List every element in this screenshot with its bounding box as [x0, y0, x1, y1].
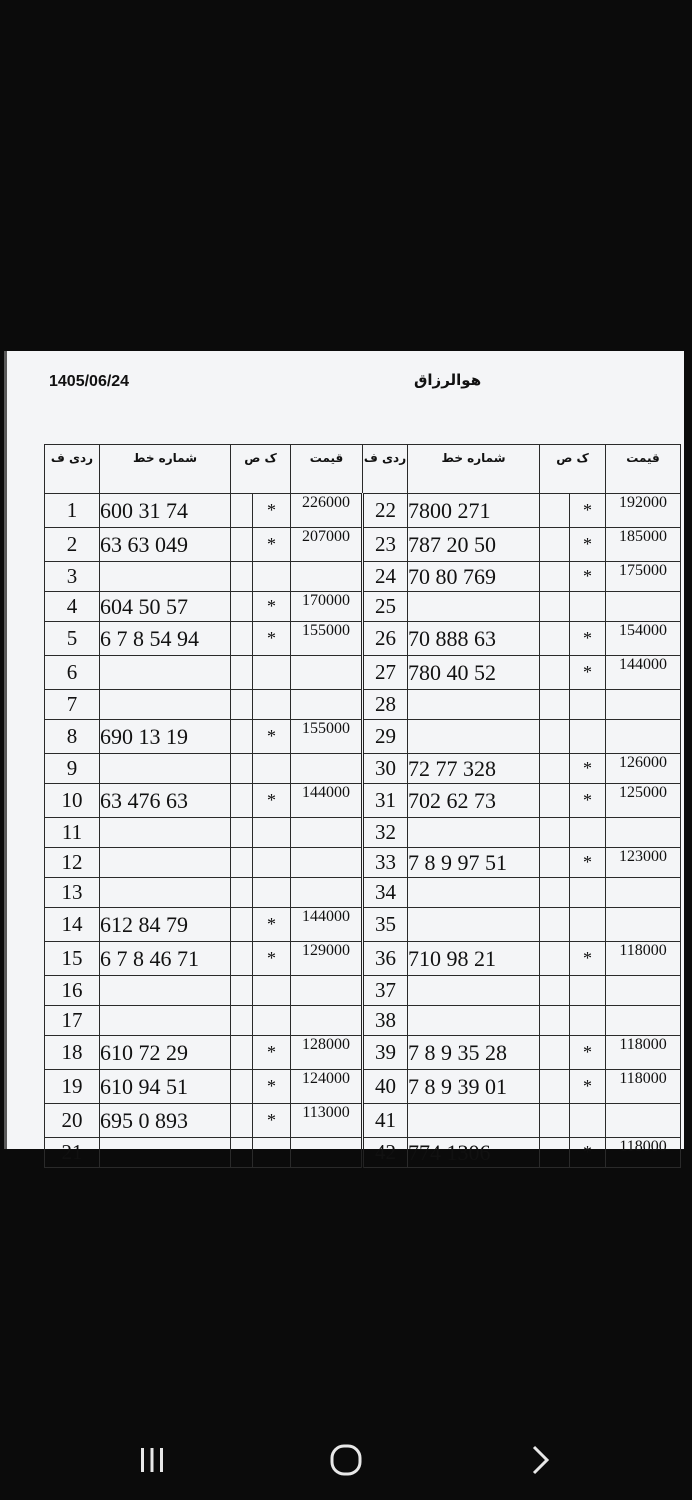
check-cell	[231, 784, 253, 818]
mark-cell: *	[253, 622, 291, 656]
line-number: 780 40 52	[408, 656, 540, 690]
price-cell: 226000	[291, 494, 363, 528]
check-cell	[540, 528, 570, 562]
row-number: 6	[45, 656, 100, 690]
price-cell	[606, 720, 681, 754]
mark-cell	[253, 1006, 291, 1036]
price-cell	[606, 1006, 681, 1036]
price-cell: 126000	[606, 754, 681, 784]
check-cell	[540, 908, 570, 942]
line-number: 787 20 50	[408, 528, 540, 562]
row-number: 26	[363, 622, 408, 656]
line-number	[100, 1006, 231, 1036]
price-cell: 154000	[606, 622, 681, 656]
price-cell: 118000	[606, 1036, 681, 1070]
line-number	[408, 878, 540, 908]
table-row	[45, 592, 681, 622]
line-number	[408, 976, 540, 1006]
row-number: 8	[45, 720, 100, 754]
line-number	[100, 656, 231, 690]
row-number: 29	[363, 720, 408, 754]
price-cell	[291, 818, 363, 848]
check-cell	[231, 622, 253, 656]
price-cell: 144000	[606, 656, 681, 690]
row-number: 23	[363, 528, 408, 562]
table-row	[45, 528, 681, 562]
line-number: 7 8 9 35 28	[408, 1036, 540, 1070]
line-number	[100, 1138, 231, 1168]
table-row	[45, 878, 681, 908]
mark-cell: *	[570, 562, 606, 592]
price-cell: 144000	[291, 784, 363, 818]
check-cell	[540, 848, 570, 878]
mark-cell: *	[253, 528, 291, 562]
line-number: 610 94 51	[100, 1070, 231, 1104]
check-cell	[540, 1006, 570, 1036]
mark-cell	[253, 976, 291, 1006]
price-cell: 175000	[606, 562, 681, 592]
row-number: 25	[363, 592, 408, 622]
price-cell	[291, 690, 363, 720]
price-cell: 128000	[291, 1036, 363, 1070]
mark-cell	[570, 1006, 606, 1036]
mark-cell	[570, 690, 606, 720]
mark-cell	[253, 1138, 291, 1168]
check-cell	[540, 592, 570, 622]
price-cell	[606, 1104, 681, 1138]
row-number: 30	[363, 754, 408, 784]
row-number: 33	[363, 848, 408, 878]
line-number	[100, 754, 231, 784]
table-row	[45, 720, 681, 754]
check-cell	[540, 1138, 570, 1168]
row-number: 24	[363, 562, 408, 592]
line-number	[408, 908, 540, 942]
line-number	[100, 848, 231, 878]
row-number: 34	[363, 878, 408, 908]
mark-cell	[570, 908, 606, 942]
mark-cell: *	[570, 1036, 606, 1070]
line-number: 774 1306	[408, 1138, 540, 1168]
mark-cell	[253, 562, 291, 592]
line-number	[100, 818, 231, 848]
price-cell: 124000	[291, 1070, 363, 1104]
table-row	[45, 690, 681, 720]
table-header-row	[45, 445, 681, 494]
line-number: 612 84 79	[100, 908, 231, 942]
price-cell: 155000	[291, 720, 363, 754]
price-cell: 113000	[291, 1104, 363, 1138]
mark-cell	[570, 878, 606, 908]
line-number: 610 72 29	[100, 1036, 231, 1070]
check-cell	[540, 878, 570, 908]
recents-icon[interactable]	[122, 1438, 182, 1482]
line-number: 7800 271	[408, 494, 540, 528]
price-cell: 129000	[291, 942, 363, 976]
row-number: 35	[363, 908, 408, 942]
check-cell	[540, 656, 570, 690]
check-cell	[540, 818, 570, 848]
check-cell	[231, 1138, 253, 1168]
header-ks: ک ص	[540, 445, 606, 494]
line-number: 702 62 73	[408, 784, 540, 818]
mark-cell	[253, 878, 291, 908]
document-edge	[4, 351, 7, 1149]
mark-cell	[253, 656, 291, 690]
mark-cell	[570, 976, 606, 1006]
price-cell	[606, 878, 681, 908]
check-cell	[540, 784, 570, 818]
check-cell	[540, 1070, 570, 1104]
check-cell	[540, 754, 570, 784]
mark-cell: *	[253, 784, 291, 818]
price-cell: 118000	[606, 1070, 681, 1104]
mark-cell: *	[570, 1138, 606, 1168]
row-number: 19	[45, 1070, 100, 1104]
line-number	[100, 562, 231, 592]
check-cell	[231, 942, 253, 976]
line-number	[100, 878, 231, 908]
row-number: 3	[45, 562, 100, 592]
mark-cell: *	[570, 1070, 606, 1104]
mark-cell	[253, 754, 291, 784]
header-price: قیمت	[291, 445, 363, 494]
row-number: 10	[45, 784, 100, 818]
mark-cell: *	[253, 720, 291, 754]
mark-cell: *	[253, 908, 291, 942]
table-row	[45, 1006, 681, 1036]
check-cell	[540, 976, 570, 1006]
price-cell: 125000	[606, 784, 681, 818]
check-cell	[540, 720, 570, 754]
row-number: 15	[45, 942, 100, 976]
price-cell	[291, 976, 363, 1006]
header-price: قیمت	[606, 445, 681, 494]
row-number: 42	[363, 1138, 408, 1168]
price-cell: 192000	[606, 494, 681, 528]
check-cell	[231, 690, 253, 720]
row-number: 7	[45, 690, 100, 720]
table-row	[45, 1036, 681, 1070]
check-cell	[231, 1104, 253, 1138]
price-cell: 123000	[606, 848, 681, 878]
line-number	[100, 976, 231, 1006]
mark-cell: *	[570, 528, 606, 562]
table-row	[45, 848, 681, 878]
mark-cell: *	[570, 494, 606, 528]
price-cell: 155000	[291, 622, 363, 656]
check-cell	[231, 754, 253, 784]
mark-cell	[570, 720, 606, 754]
check-cell	[231, 1070, 253, 1104]
check-cell	[231, 656, 253, 690]
row-number: 39	[363, 1036, 408, 1070]
mark-cell	[253, 848, 291, 878]
check-cell	[231, 528, 253, 562]
table-row	[45, 1070, 681, 1104]
price-cell: 170000	[291, 592, 363, 622]
table-row	[45, 562, 681, 592]
price-cell: 207000	[291, 528, 363, 562]
check-cell	[231, 848, 253, 878]
row-number: 28	[363, 690, 408, 720]
row-number: 37	[363, 976, 408, 1006]
row-number: 5	[45, 622, 100, 656]
table-row	[45, 1138, 681, 1168]
price-cell	[606, 908, 681, 942]
price-cell	[291, 656, 363, 690]
table-row	[45, 754, 681, 784]
row-number: 36	[363, 942, 408, 976]
row-number: 17	[45, 1006, 100, 1036]
line-number: 710 98 21	[408, 942, 540, 976]
price-cell	[291, 754, 363, 784]
row-number: 32	[363, 818, 408, 848]
header-row-no: ردی ف	[45, 445, 100, 494]
mark-cell: *	[253, 592, 291, 622]
table-row	[45, 976, 681, 1006]
line-number: 72 77 328	[408, 754, 540, 784]
price-cell: 144000	[291, 908, 363, 942]
check-cell	[231, 818, 253, 848]
price-cell: 118000	[606, 1138, 681, 1168]
header-line-number: شماره خط	[408, 445, 540, 494]
check-cell	[540, 942, 570, 976]
table-row	[45, 784, 681, 818]
line-number: 6 7 8 46 71	[100, 942, 231, 976]
mark-cell	[570, 1104, 606, 1138]
mark-cell: *	[570, 784, 606, 818]
header-ks: ک ص	[231, 445, 291, 494]
table-body	[45, 494, 681, 1168]
row-number: 12	[45, 848, 100, 878]
check-cell	[540, 622, 570, 656]
price-cell	[606, 976, 681, 1006]
mark-cell: *	[253, 1036, 291, 1070]
mark-cell: *	[253, 1070, 291, 1104]
mark-cell: *	[570, 622, 606, 656]
row-number: 21	[45, 1138, 100, 1168]
header-row-no: ردی ف	[363, 445, 408, 494]
price-cell	[291, 848, 363, 878]
check-cell	[540, 690, 570, 720]
row-number: 4	[45, 592, 100, 622]
line-number: 6 7 8 54 94	[100, 622, 231, 656]
price-cell	[291, 1006, 363, 1036]
row-number: 31	[363, 784, 408, 818]
check-cell	[231, 562, 253, 592]
document-heading: هوالرزاق	[414, 371, 482, 389]
mark-cell: *	[570, 656, 606, 690]
table-row	[45, 494, 681, 528]
line-number: 63 476 63	[100, 784, 231, 818]
line-number	[408, 592, 540, 622]
mark-cell	[253, 818, 291, 848]
line-number	[408, 1104, 540, 1138]
check-cell	[231, 592, 253, 622]
mark-cell: *	[570, 754, 606, 784]
price-cell	[291, 1138, 363, 1168]
row-number: 14	[45, 908, 100, 942]
line-number: 70 80 769	[408, 562, 540, 592]
line-number	[408, 818, 540, 848]
price-cell	[606, 818, 681, 848]
mark-cell: *	[570, 942, 606, 976]
check-cell	[231, 1006, 253, 1036]
mark-cell	[570, 592, 606, 622]
line-number: 70 888 63	[408, 622, 540, 656]
check-cell	[231, 908, 253, 942]
line-number: 604 50 57	[100, 592, 231, 622]
price-cell	[606, 592, 681, 622]
table-row	[45, 942, 681, 976]
system-navigation-bar	[0, 1420, 692, 1500]
table-row	[45, 622, 681, 656]
price-cell: 118000	[606, 942, 681, 976]
check-cell	[540, 1104, 570, 1138]
check-cell	[540, 494, 570, 528]
line-number	[408, 690, 540, 720]
table-row	[45, 1104, 681, 1138]
mark-cell: *	[253, 942, 291, 976]
row-number: 22	[363, 494, 408, 528]
check-cell	[231, 720, 253, 754]
document-date: 1405/06/24	[49, 373, 130, 390]
table-row	[45, 908, 681, 942]
mark-cell	[253, 690, 291, 720]
check-cell	[231, 494, 253, 528]
check-cell	[540, 562, 570, 592]
price-cell	[291, 878, 363, 908]
scanned-document	[4, 351, 684, 1165]
check-cell	[231, 976, 253, 1006]
row-number: 18	[45, 1036, 100, 1070]
price-cell	[291, 562, 363, 592]
line-number	[100, 690, 231, 720]
back-icon[interactable]	[510, 1438, 570, 1482]
row-number: 20	[45, 1104, 100, 1138]
line-number: 63 63 049	[100, 528, 231, 562]
header-line-number: شماره خط	[100, 445, 231, 494]
price-table	[44, 444, 681, 1168]
mark-cell	[570, 818, 606, 848]
row-number: 27	[363, 656, 408, 690]
mark-cell: *	[253, 1104, 291, 1138]
row-number: 16	[45, 976, 100, 1006]
row-number: 41	[363, 1104, 408, 1138]
row-number: 40	[363, 1070, 408, 1104]
row-number: 38	[363, 1006, 408, 1036]
mark-cell: *	[253, 494, 291, 528]
price-cell	[606, 690, 681, 720]
table-row	[45, 656, 681, 690]
table-row	[45, 818, 681, 848]
line-number	[408, 720, 540, 754]
row-number: 11	[45, 818, 100, 848]
price-cell: 185000	[606, 528, 681, 562]
mark-cell: *	[570, 848, 606, 878]
row-number: 2	[45, 528, 100, 562]
line-number: 695 0 893	[100, 1104, 231, 1138]
check-cell	[231, 1036, 253, 1070]
line-number: 7 8 9 97 51	[408, 848, 540, 878]
line-number: 690 13 19	[100, 720, 231, 754]
row-number: 9	[45, 754, 100, 784]
home-icon[interactable]	[316, 1438, 376, 1482]
check-cell	[540, 1036, 570, 1070]
check-cell	[231, 878, 253, 908]
line-number	[408, 1006, 540, 1036]
line-number: 600 31 74	[100, 494, 231, 528]
row-number: 1	[45, 494, 100, 528]
line-number: 7 8 9 39 01	[408, 1070, 540, 1104]
row-number: 13	[45, 878, 100, 908]
